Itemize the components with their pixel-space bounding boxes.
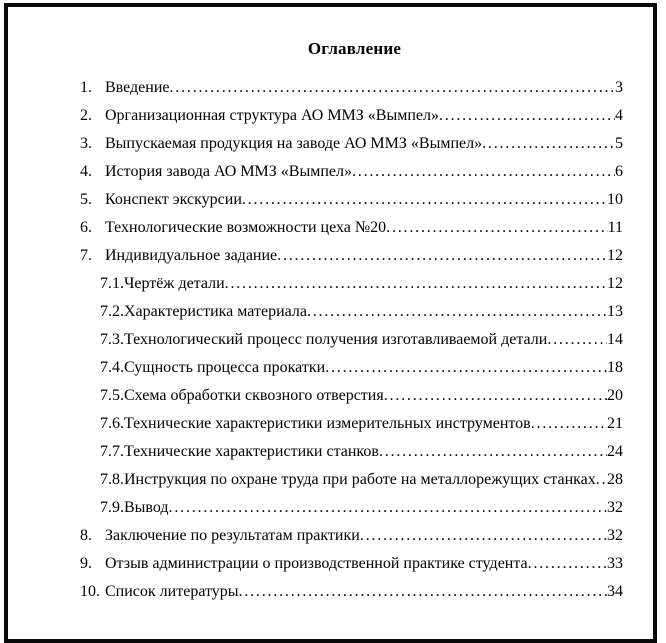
toc-entry-number: 7.6. [100,415,124,432]
toc-leader-dots [352,158,615,186]
toc-entry-number: 2. [80,107,92,124]
toc-entry-page: 20 [607,387,623,404]
toc-leader-dots [242,186,607,214]
toc-leader-dots [531,410,607,438]
toc-entry [80,242,623,270]
toc-leader-dots [386,214,607,242]
toc-entry-number: 9. [80,555,92,572]
toc-entry-title: Характеристика материала [124,303,307,320]
page-title: Оглавление [307,39,402,58]
toc-subentry [80,298,623,326]
table-of-contents [8,74,653,606]
toc-leader-dots [547,326,607,354]
toc-entry-title: Индивидуальное задание [105,247,278,264]
toc-entry-number: 7.9. [100,499,124,516]
toc-leader-dots [307,298,607,326]
toc-entry-page: 3 [615,79,623,96]
toc-leader-dots [379,438,607,466]
toc-entry-number: 4. [80,163,92,180]
toc-entry [80,74,623,102]
toc-subentry [80,354,623,382]
toc-entry-title: История завода АО ММЗ «Вымпел» [105,163,352,180]
toc-entry-page: 18 [607,359,623,376]
toc-entry-title: Сущность процесса прокатки [124,359,326,376]
toc-entry-page: 32 [607,499,623,516]
toc-leader-dots [360,522,607,550]
toc-entry-title: Список литературы [105,583,239,600]
toc-entry-number: 7.7. [100,443,124,460]
toc-leader-dots [439,102,615,130]
toc-entry-page: 24 [607,443,623,460]
document-page [4,3,657,643]
toc-leader-dots [169,494,607,522]
toc-entry-title: Технические характеристики измерительных инструментов [124,415,531,432]
toc-entry-title: Чертёж детали [124,275,225,292]
toc-entry-page: 32 [607,527,623,544]
toc-entry-number: 7.8. [100,471,124,488]
toc-leader-dots [239,578,607,606]
toc-entry-title: Выпускаемая продукция на заводе АО ММЗ «Вымпел» [105,135,483,152]
toc-entry-page: 14 [607,331,623,348]
toc-entry-page: 11 [607,219,623,236]
toc-subentry [80,494,623,522]
toc-subentry [80,382,623,410]
toc-subentry [80,466,623,494]
toc-entry-title: Организационная структура АО ММЗ «Вымпел» [105,107,439,124]
toc-entry-number: 7.5. [100,387,124,404]
toc-entry-number: 7.4. [100,359,124,376]
toc-entry-number: 8. [80,527,92,544]
toc-entry-number: 7.2. [100,303,124,320]
toc-entry-title: Технологические возможности цеха №20 [105,219,387,236]
toc-leader-dots [277,242,607,270]
toc-entry-number: 7.1. [100,275,124,292]
toc-entry-page: 33 [607,555,623,572]
toc-leader-dots [482,130,615,158]
toc-entry-page: 28 [607,471,623,488]
toc-entry-page: 10 [607,191,623,208]
toc-entry-title: Конспект экскурсии [105,191,242,208]
toc-leader-dots [325,354,607,382]
toc-entry-page: 5 [615,135,623,152]
toc-entry-title: Инструкция по охране труда при работе на металлорежущих станках [124,471,596,488]
toc-entry-page: 12 [607,275,623,292]
toc-subentry [80,326,623,354]
toc-entry [80,214,623,242]
toc-entry-number: 7.3. [100,331,124,348]
toc-leader-dots [384,382,607,410]
toc-entry-number: 5. [80,191,92,208]
toc-entry-title: Отзыв администрации о производственной практике студента [105,555,528,572]
toc-entry-number: 1. [80,79,92,96]
toc-entry-page: 21 [607,415,623,432]
toc-entry-page: 13 [607,303,623,320]
toc-entry [80,102,623,130]
toc-leader-dots [596,466,607,494]
toc-entry-title: Введение [105,79,170,96]
toc-entry-number: 6. [80,219,92,236]
toc-entry-title: Схема обработки сквозного отверстия [124,387,384,404]
toc-entry-title: Заключение по результатам практики [105,527,360,544]
toc-entry [80,550,623,578]
toc-entry-title: Технологический процесс получения изготавливаемой детали [124,331,548,348]
toc-entry [80,158,623,186]
toc-leader-dots [225,270,607,298]
toc-entry-title: Вывод [124,499,169,516]
toc-entry [80,578,623,606]
toc-entry-page: 12 [607,247,623,264]
toc-leader-dots [528,550,607,578]
toc-entry-page: 34 [607,583,623,600]
toc-subentry [80,410,623,438]
toc-subentry [80,270,623,298]
toc-entry [80,186,623,214]
toc-entry-number: 7. [80,247,92,264]
toc-entry-number: 10. [80,583,100,600]
toc-leader-dots [170,74,616,102]
toc-entry-page: 6 [615,163,623,180]
toc-entry-page: 4 [615,107,623,124]
toc-entry-number: 3. [80,135,92,152]
toc-subentry [80,438,623,466]
toc-entry [80,522,623,550]
toc-entry-title: Технические характеристики станков [124,443,379,460]
toc-entry [80,130,623,158]
